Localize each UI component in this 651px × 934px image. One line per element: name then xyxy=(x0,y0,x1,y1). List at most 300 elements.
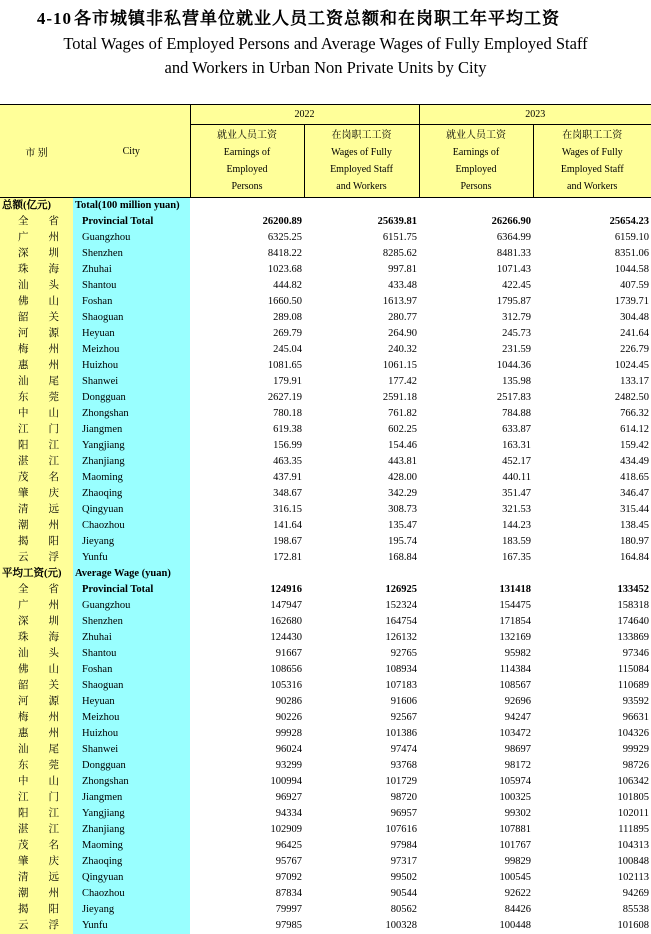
value-cell: 92622 xyxy=(504,888,531,899)
value-cell: 6151.75 xyxy=(382,232,417,243)
city-name-en: Zhanjiang xyxy=(73,454,190,470)
city-name-cn: 揭阳 xyxy=(0,902,73,918)
value-cell: 152324 xyxy=(385,600,417,611)
value-cell: 452.17 xyxy=(502,456,531,467)
city-name-cn: 佛山 xyxy=(0,294,73,310)
table-row xyxy=(0,278,651,294)
city-name-cn: 河源 xyxy=(0,326,73,342)
value-cell: 241.64 xyxy=(620,328,649,339)
city-name-en: Zhanjiang xyxy=(73,822,190,838)
empty-cell xyxy=(419,198,533,215)
value-cell: 444.82 xyxy=(273,280,302,291)
table-row xyxy=(0,870,651,886)
value-cell: 428.00 xyxy=(388,472,417,483)
value-cell: 761.82 xyxy=(388,408,417,419)
value-cell: 158318 xyxy=(617,600,649,611)
value-cell: 321.53 xyxy=(502,504,531,515)
value-cell: 2482.50 xyxy=(614,392,649,403)
value-cell: 96425 xyxy=(275,840,302,851)
value-cell: 26200.89 xyxy=(262,216,302,227)
value-cell: 84426 xyxy=(504,904,531,915)
value-cell: 97985 xyxy=(275,920,302,931)
value-cell: 312.79 xyxy=(502,312,531,323)
value-cell: 443.81 xyxy=(388,456,417,467)
value-cell: 8285.62 xyxy=(382,248,417,259)
table-row xyxy=(0,486,651,502)
city-name-en: Shantou xyxy=(73,278,190,294)
value-cell: 434.49 xyxy=(620,456,649,467)
city-name-en: Chaozhou xyxy=(73,518,190,534)
value-cell: 100328 xyxy=(385,920,417,931)
city-name-cn: 阳江 xyxy=(0,806,73,822)
table-row xyxy=(0,406,651,422)
value-cell: 90226 xyxy=(275,712,302,723)
table-row xyxy=(0,230,651,246)
value-cell: 135.47 xyxy=(388,520,417,531)
city-name-cn: 河源 xyxy=(0,694,73,710)
title-chinese: 各市城镇非私营单位就业人员工资总额和在岗职工年平均工资 xyxy=(74,9,560,28)
value-cell: 342.29 xyxy=(388,488,417,499)
table-row xyxy=(0,854,651,870)
value-cell: 94334 xyxy=(275,808,302,819)
value-cell: 98697 xyxy=(504,744,531,755)
table-title-block xyxy=(0,0,651,105)
empty-cell xyxy=(304,566,419,582)
table-row xyxy=(0,662,651,678)
value-cell: 183.59 xyxy=(502,536,531,547)
title-english-line1: Total Wages of Employed Persons and Average Wages of Fully Employed Staff xyxy=(63,34,588,53)
section-row xyxy=(0,198,651,215)
city-name-en: Zhongshan xyxy=(73,774,190,790)
value-cell: 80562 xyxy=(390,904,417,915)
city-name-cn: 惠州 xyxy=(0,726,73,742)
value-cell: 245.04 xyxy=(273,344,302,355)
value-cell: 1044.36 xyxy=(496,360,531,371)
city-name-cn: 肇庆 xyxy=(0,486,73,502)
value-cell: 1081.65 xyxy=(267,360,302,371)
city-name-cn: 广州 xyxy=(0,598,73,614)
table-row xyxy=(0,806,651,822)
value-cell: 6325.25 xyxy=(267,232,302,243)
city-name-en: Shenzhen xyxy=(73,246,190,262)
value-cell: 240.32 xyxy=(388,344,417,355)
value-cell: 6364.99 xyxy=(496,232,531,243)
value-cell: 198.67 xyxy=(273,536,302,547)
section-label-en: Average Wage (yuan) xyxy=(73,566,190,582)
table-row xyxy=(0,326,651,342)
value-cell: 195.74 xyxy=(388,536,417,547)
value-cell: 91667 xyxy=(275,648,302,659)
city-name-en: Yangjiang xyxy=(73,438,190,454)
value-cell: 614.12 xyxy=(620,424,649,435)
city-name-en: Meizhou xyxy=(73,342,190,358)
value-cell: 107881 xyxy=(499,824,531,835)
value-cell: 1795.87 xyxy=(496,296,531,307)
value-cell: 98172 xyxy=(504,760,531,771)
value-cell: 96927 xyxy=(275,792,302,803)
city-name-en: Qingyuan xyxy=(73,870,190,886)
table-row xyxy=(0,822,651,838)
table-row xyxy=(0,262,651,278)
value-cell: 114384 xyxy=(499,664,531,675)
table-row xyxy=(0,438,651,454)
value-cell: 346.47 xyxy=(620,488,649,499)
value-cell: 103472 xyxy=(499,728,531,739)
table-row xyxy=(0,294,651,310)
city-name-cn: 茂名 xyxy=(0,838,73,854)
header-wages-2022: 在岗职工工资 Wages of Fully Employed Staff and Workers xyxy=(304,125,419,198)
value-cell: 105974 xyxy=(499,776,531,787)
city-name-en: Jiangmen xyxy=(73,422,190,438)
value-cell: 1660.50 xyxy=(267,296,302,307)
table-row xyxy=(0,630,651,646)
value-cell: 602.25 xyxy=(388,424,417,435)
city-name-cn: 梅州 xyxy=(0,342,73,358)
value-cell: 1071.43 xyxy=(496,264,531,275)
value-cell: 92696 xyxy=(504,696,531,707)
city-name-cn: 珠海 xyxy=(0,262,73,278)
table-row xyxy=(0,758,651,774)
value-cell: 997.81 xyxy=(388,264,417,275)
city-name-cn: 深圳 xyxy=(0,246,73,262)
value-cell: 100848 xyxy=(617,856,649,867)
value-cell: 156.99 xyxy=(273,440,302,451)
header-earnings-2022: 就业人员工资 Earnings of Employed Persons xyxy=(190,125,304,198)
value-cell: 93592 xyxy=(622,696,649,707)
table-row xyxy=(0,886,651,902)
value-cell: 124430 xyxy=(270,632,302,643)
city-name-cn: 汕尾 xyxy=(0,742,73,758)
city-name-cn: 佛山 xyxy=(0,662,73,678)
city-name-en: Huizhou xyxy=(73,726,190,742)
value-cell: 1061.15 xyxy=(382,360,417,371)
city-name-cn: 全省 xyxy=(0,214,73,230)
value-cell: 144.23 xyxy=(502,520,531,531)
value-cell: 154.46 xyxy=(388,440,417,451)
value-cell: 180.97 xyxy=(620,536,649,547)
value-cell: 108656 xyxy=(270,664,302,675)
section-label-cn: 平均工资(元) xyxy=(0,566,73,582)
value-cell: 126132 xyxy=(385,632,417,643)
table-title xyxy=(6,4,560,29)
value-cell: 315.44 xyxy=(620,504,649,515)
empty-cell xyxy=(533,566,651,582)
table-row xyxy=(0,902,651,918)
value-cell: 269.79 xyxy=(273,328,302,339)
city-name-en: Shaoguan xyxy=(73,678,190,694)
value-cell: 138.45 xyxy=(620,520,649,531)
value-cell: 99302 xyxy=(504,808,531,819)
value-cell: 171854 xyxy=(499,616,531,627)
value-cell: 126925 xyxy=(385,584,417,595)
value-cell: 100545 xyxy=(499,872,531,883)
table-row xyxy=(0,694,651,710)
value-cell: 98720 xyxy=(390,792,417,803)
value-cell: 95767 xyxy=(275,856,302,867)
value-cell: 2517.83 xyxy=(496,392,531,403)
city-name-cn: 潮州 xyxy=(0,518,73,534)
city-name-cn: 东莞 xyxy=(0,758,73,774)
table-row xyxy=(0,534,651,550)
value-cell: 133869 xyxy=(617,632,649,643)
value-cell: 167.35 xyxy=(502,552,531,563)
value-cell: 1023.68 xyxy=(267,264,302,275)
value-cell: 90286 xyxy=(275,696,302,707)
value-cell: 99502 xyxy=(390,872,417,883)
city-name-cn: 清远 xyxy=(0,502,73,518)
table-row xyxy=(0,374,651,390)
wages-table xyxy=(0,105,651,934)
value-cell: 6159.10 xyxy=(614,232,649,243)
table-row xyxy=(0,358,651,374)
value-cell: 784.88 xyxy=(502,408,531,419)
value-cell: 100448 xyxy=(499,920,531,931)
city-name-cn: 韶关 xyxy=(0,310,73,326)
value-cell: 2627.19 xyxy=(267,392,302,403)
table-body xyxy=(0,198,651,934)
value-cell: 766.32 xyxy=(620,408,649,419)
value-cell: 226.79 xyxy=(620,344,649,355)
city-name-en: Jiangmen xyxy=(73,790,190,806)
value-cell: 94247 xyxy=(504,712,531,723)
table-row xyxy=(0,774,651,790)
city-name-en: Shanwei xyxy=(73,374,190,390)
value-cell: 100994 xyxy=(270,776,302,787)
city-name-cn: 东莞 xyxy=(0,390,73,406)
city-name-cn: 揭阳 xyxy=(0,534,73,550)
city-name-en: Yangjiang xyxy=(73,806,190,822)
value-cell: 100325 xyxy=(499,792,531,803)
value-cell: 97092 xyxy=(275,872,302,883)
value-cell: 101386 xyxy=(385,728,417,739)
city-name-cn: 珠海 xyxy=(0,630,73,646)
table-row xyxy=(0,726,651,742)
value-cell: 102909 xyxy=(270,824,302,835)
value-cell: 351.47 xyxy=(502,488,531,499)
city-name-en: Zhaoqing xyxy=(73,854,190,870)
value-cell: 92567 xyxy=(390,712,417,723)
value-cell: 102113 xyxy=(617,872,649,883)
table-row xyxy=(0,742,651,758)
value-cell: 99829 xyxy=(504,856,531,867)
city-name-en: Huizhou xyxy=(73,358,190,374)
city-name-en: Zhuhai xyxy=(73,262,190,278)
city-name-en: Dongguan xyxy=(73,390,190,406)
value-cell: 437.91 xyxy=(273,472,302,483)
city-name-en: Yunfu xyxy=(73,918,190,934)
table-row xyxy=(0,710,651,726)
value-cell: 79997 xyxy=(275,904,302,915)
empty-cell xyxy=(190,566,304,582)
city-name-cn: 潮州 xyxy=(0,886,73,902)
value-cell: 108934 xyxy=(385,664,417,675)
value-cell: 440.11 xyxy=(502,472,531,483)
value-cell: 463.35 xyxy=(273,456,302,467)
value-cell: 308.73 xyxy=(388,504,417,515)
city-name-en: Foshan xyxy=(73,294,190,310)
empty-cell xyxy=(190,198,304,215)
value-cell: 633.87 xyxy=(502,424,531,435)
header-year-2022: 2022 xyxy=(190,105,419,125)
value-cell: 2591.18 xyxy=(382,392,417,403)
value-cell: 111895 xyxy=(618,824,649,835)
table-row xyxy=(0,470,651,486)
value-cell: 101729 xyxy=(385,776,417,787)
value-cell: 8481.33 xyxy=(496,248,531,259)
header-earnings-2023: 就业人员工资 Earnings of Employed Persons xyxy=(419,125,533,198)
city-name-cn: 中山 xyxy=(0,774,73,790)
value-cell: 433.48 xyxy=(388,280,417,291)
city-name-en: Shenzhen xyxy=(73,614,190,630)
table-row xyxy=(0,454,651,470)
table-row xyxy=(0,678,651,694)
city-name-en: Provincial Total xyxy=(73,582,190,598)
value-cell: 93768 xyxy=(390,760,417,771)
value-cell: 92765 xyxy=(390,648,417,659)
city-name-cn: 肇庆 xyxy=(0,854,73,870)
city-name-cn: 汕尾 xyxy=(0,374,73,390)
city-name-en: Maoming xyxy=(73,470,190,486)
value-cell: 97317 xyxy=(390,856,417,867)
table-row xyxy=(0,502,651,518)
table-row xyxy=(0,518,651,534)
value-cell: 1024.45 xyxy=(614,360,649,371)
city-name-en: Foshan xyxy=(73,662,190,678)
value-cell: 93299 xyxy=(275,760,302,771)
city-name-cn: 深圳 xyxy=(0,614,73,630)
city-name-cn: 江门 xyxy=(0,790,73,806)
value-cell: 1613.97 xyxy=(382,296,417,307)
city-name-en: Qingyuan xyxy=(73,502,190,518)
value-cell: 97474 xyxy=(390,744,417,755)
city-name-en: Jieyang xyxy=(73,534,190,550)
value-cell: 8418.22 xyxy=(267,248,302,259)
header-city-cn: 市 别 xyxy=(0,105,73,198)
value-cell: 159.42 xyxy=(620,440,649,451)
value-cell: 154475 xyxy=(499,600,531,611)
value-cell: 168.84 xyxy=(388,552,417,563)
value-cell: 101767 xyxy=(499,840,531,851)
city-name-en: Meizhou xyxy=(73,710,190,726)
value-cell: 107183 xyxy=(385,680,417,691)
value-cell: 231.59 xyxy=(502,344,531,355)
table-row xyxy=(0,342,651,358)
value-cell: 99928 xyxy=(275,728,302,739)
value-cell: 131418 xyxy=(499,584,531,595)
city-name-cn: 广州 xyxy=(0,230,73,246)
value-cell: 289.08 xyxy=(273,312,302,323)
table-row xyxy=(0,310,651,326)
value-cell: 264.90 xyxy=(388,328,417,339)
city-name-en: Yunfu xyxy=(73,550,190,566)
city-name-cn: 汕头 xyxy=(0,646,73,662)
value-cell: 348.67 xyxy=(273,488,302,499)
value-cell: 85538 xyxy=(622,904,649,915)
value-cell: 147947 xyxy=(270,600,302,611)
value-cell: 422.45 xyxy=(502,280,531,291)
city-name-en: Shaoguan xyxy=(73,310,190,326)
city-name-cn: 梅州 xyxy=(0,710,73,726)
value-cell: 25654.23 xyxy=(609,216,649,227)
value-cell: 97346 xyxy=(622,648,649,659)
value-cell: 316.15 xyxy=(273,504,302,515)
value-cell: 102011 xyxy=(617,808,649,819)
table-row xyxy=(0,390,651,406)
value-cell: 96024 xyxy=(275,744,302,755)
value-cell: 110689 xyxy=(617,680,649,691)
city-name-cn: 汕头 xyxy=(0,278,73,294)
value-cell: 104326 xyxy=(617,728,649,739)
table-row xyxy=(0,214,651,230)
value-cell: 106342 xyxy=(617,776,649,787)
city-name-en: Maoming xyxy=(73,838,190,854)
value-cell: 108567 xyxy=(499,680,531,691)
city-name-cn: 清远 xyxy=(0,870,73,886)
value-cell: 91606 xyxy=(390,696,417,707)
city-name-en: Zhuhai xyxy=(73,630,190,646)
city-name-en: Shantou xyxy=(73,646,190,662)
value-cell: 133.17 xyxy=(620,376,649,387)
section-label-en: Total(100 million yuan) xyxy=(73,198,190,215)
city-name-en: Heyuan xyxy=(73,326,190,342)
value-cell: 96631 xyxy=(622,712,649,723)
city-name-cn: 韶关 xyxy=(0,678,73,694)
header-year-2023: 2023 xyxy=(419,105,651,125)
city-name-cn: 江门 xyxy=(0,422,73,438)
city-name-en: Guangzhou xyxy=(73,230,190,246)
table-row xyxy=(0,598,651,614)
value-cell: 179.91 xyxy=(273,376,302,387)
city-name-cn: 全省 xyxy=(0,582,73,598)
table-row xyxy=(0,790,651,806)
value-cell: 94269 xyxy=(622,888,649,899)
city-name-en: Zhongshan xyxy=(73,406,190,422)
value-cell: 172.81 xyxy=(273,552,302,563)
table-row xyxy=(0,582,651,598)
table-row xyxy=(0,614,651,630)
table-row xyxy=(0,838,651,854)
city-name-cn: 云浮 xyxy=(0,550,73,566)
value-cell: 135.98 xyxy=(502,376,531,387)
value-cell: 304.48 xyxy=(620,312,649,323)
table-row xyxy=(0,550,651,566)
value-cell: 115084 xyxy=(617,664,649,675)
table-row xyxy=(0,918,651,934)
value-cell: 780.18 xyxy=(273,408,302,419)
city-name-cn: 湛江 xyxy=(0,454,73,470)
value-cell: 141.64 xyxy=(273,520,302,531)
value-cell: 164.84 xyxy=(620,552,649,563)
value-cell: 95982 xyxy=(504,648,531,659)
value-cell: 164754 xyxy=(385,616,417,627)
value-cell: 1044.58 xyxy=(614,264,649,275)
city-name-cn: 中山 xyxy=(0,406,73,422)
value-cell: 1739.71 xyxy=(614,296,649,307)
section-label-cn: 总额(亿元) xyxy=(0,198,73,215)
value-cell: 619.38 xyxy=(273,424,302,435)
value-cell: 105316 xyxy=(270,680,302,691)
value-cell: 132169 xyxy=(499,632,531,643)
title-english-line2: and Workers in Urban Non Private Units by City xyxy=(164,58,487,77)
city-name-cn: 云浮 xyxy=(0,918,73,934)
value-cell: 104313 xyxy=(617,840,649,851)
value-cell: 97984 xyxy=(390,840,417,851)
value-cell: 280.77 xyxy=(388,312,417,323)
value-cell: 98726 xyxy=(622,760,649,771)
header-wages-2023: 在岗职工工资 Wages of Fully Employed Staff and Workers xyxy=(533,125,651,198)
value-cell: 26266.90 xyxy=(491,216,531,227)
city-name-en: Guangzhou xyxy=(73,598,190,614)
